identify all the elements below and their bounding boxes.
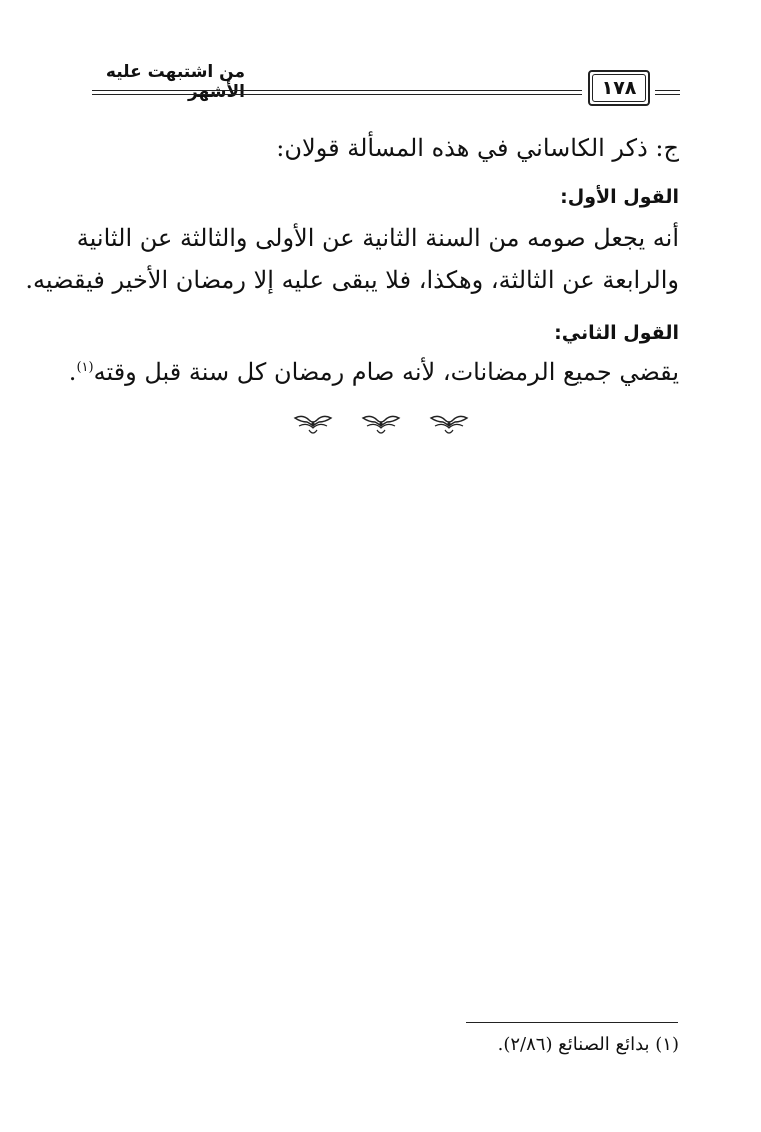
question-intro: ج: ذكر الكاساني في هذه المسألة قولان:	[276, 134, 679, 162]
second-opinion-heading: القول الثاني:	[554, 322, 679, 344]
fleuron-ornament-icon	[427, 412, 471, 436]
section-divider-ornaments	[0, 412, 761, 442]
header-rule	[92, 90, 582, 95]
footnote: (١) بدائع الصنائع (٢/٨٦).	[497, 1034, 679, 1055]
footnote-reference: (١)	[76, 360, 94, 375]
second-opinion-end: .	[68, 358, 77, 386]
fleuron-ornament-icon	[359, 412, 403, 436]
footnote-separator	[466, 1022, 678, 1023]
second-opinion-text: يقضي جميع الرمضانات، لأنه صام رمضان كل سنة قبل وقته	[93, 358, 679, 386]
second-opinion-paragraph	[69, 352, 679, 392]
header-rule-short	[655, 90, 680, 95]
page-number-frame	[588, 70, 650, 106]
first-opinion-line-2: والرابعة عن الثالثة، وهكذا، فلا يبقى عليه إلا رمضان الأخير فيقضيه.	[25, 266, 679, 294]
page-number: ١٧٨	[592, 74, 646, 102]
running-header-title: من اشتبهت عليه الأشهر	[105, 62, 245, 102]
fleuron-ornament-icon	[291, 412, 335, 436]
first-opinion-line-1: أنه يجعل صومه من السنة الثانية عن الأولى والثالثة عن الثانية	[76, 224, 679, 252]
first-opinion-heading: القول الأول:	[560, 186, 679, 208]
